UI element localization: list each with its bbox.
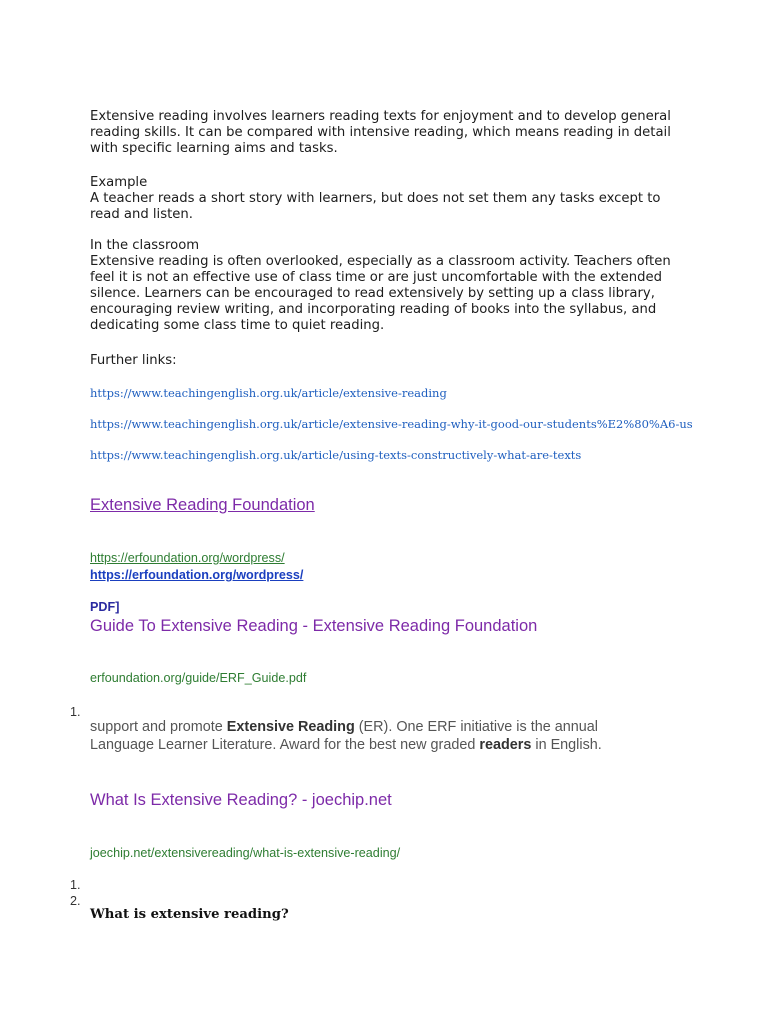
question-heading: What is extensive reading?	[90, 907, 289, 922]
snippet-bold: Extensive Reading	[226, 719, 355, 735]
classroom-line: silence. Learners can be encouraged to read extensively by setting up a class library,	[90, 286, 655, 301]
erf-url-link[interactable]: https://erfoundation.org/wordpress/	[90, 551, 285, 565]
list-marker: 1.	[70, 878, 81, 892]
snippet-bold: readers	[479, 737, 532, 753]
erf-title-link[interactable]: Extensive Reading Foundation	[90, 496, 315, 514]
intro-line: Extensive reading involves learners reading texts for enjoyment and to develop general	[90, 109, 671, 124]
guide-snippet	[90, 718, 602, 754]
joechip-url[interactable]: joechip.net/extensivereading/what-is-extensive-reading/	[90, 846, 401, 860]
further-link[interactable]: https://www.teachingenglish.org.uk/article/using-texts-constructively-what-are-texts	[90, 448, 582, 462]
further-link[interactable]: https://www.teachingenglish.org.uk/article/extensive-reading-why-it-good-our-students%E2%80%A6-us	[90, 417, 693, 431]
example-line: A teacher reads a short story with learners, but does not set them any tasks except to	[90, 191, 661, 206]
example-section	[90, 175, 690, 223]
snippet-line: Language Learner Literature. Award for the best new graded readers in English.	[90, 737, 602, 753]
joechip-title-link[interactable]: What Is Extensive Reading? - joechip.net	[90, 791, 392, 809]
classroom-line: Extensive reading is often overlooked, especially as a classroom activity. Teachers often	[90, 254, 671, 269]
snippet-line: support and promote Extensive Reading (ER). One ERF initiative is the annual	[90, 719, 598, 735]
intro-line: with specific learning aims and tasks.	[90, 141, 338, 156]
pdf-label: PDF]	[90, 600, 120, 614]
example-line: read and listen.	[90, 207, 193, 222]
intro-paragraph	[90, 109, 690, 157]
guide-url[interactable]: erfoundation.org/guide/ERF_Guide.pdf	[90, 671, 307, 685]
erf-url-bold-link[interactable]: https://erfoundation.org/wordpress/	[90, 568, 304, 582]
intro-line: reading skills. It can be compared with intensive reading, which means reading in detail	[90, 125, 671, 140]
list-marker: 2.	[70, 894, 81, 908]
further-links-label: Further links:	[90, 353, 177, 368]
classroom-line: feel it is not an effective use of class time or are just uncomfortable with the extended	[90, 270, 663, 285]
further-link[interactable]: https://www.teachingenglish.org.uk/article/extensive-reading	[90, 386, 447, 400]
classroom-section	[90, 238, 690, 334]
list-marker: 1.	[70, 705, 81, 719]
classroom-line: encouraging review writing, and incorporating reading of books into the syllabus, and	[90, 302, 657, 317]
example-heading: Example	[90, 175, 148, 190]
classroom-heading: In the classroom	[90, 238, 200, 253]
guide-title-link[interactable]: Guide To Extensive Reading - Extensive Reading Foundation	[90, 617, 538, 635]
classroom-line: dedicating some class time to quiet reading.	[90, 318, 385, 333]
